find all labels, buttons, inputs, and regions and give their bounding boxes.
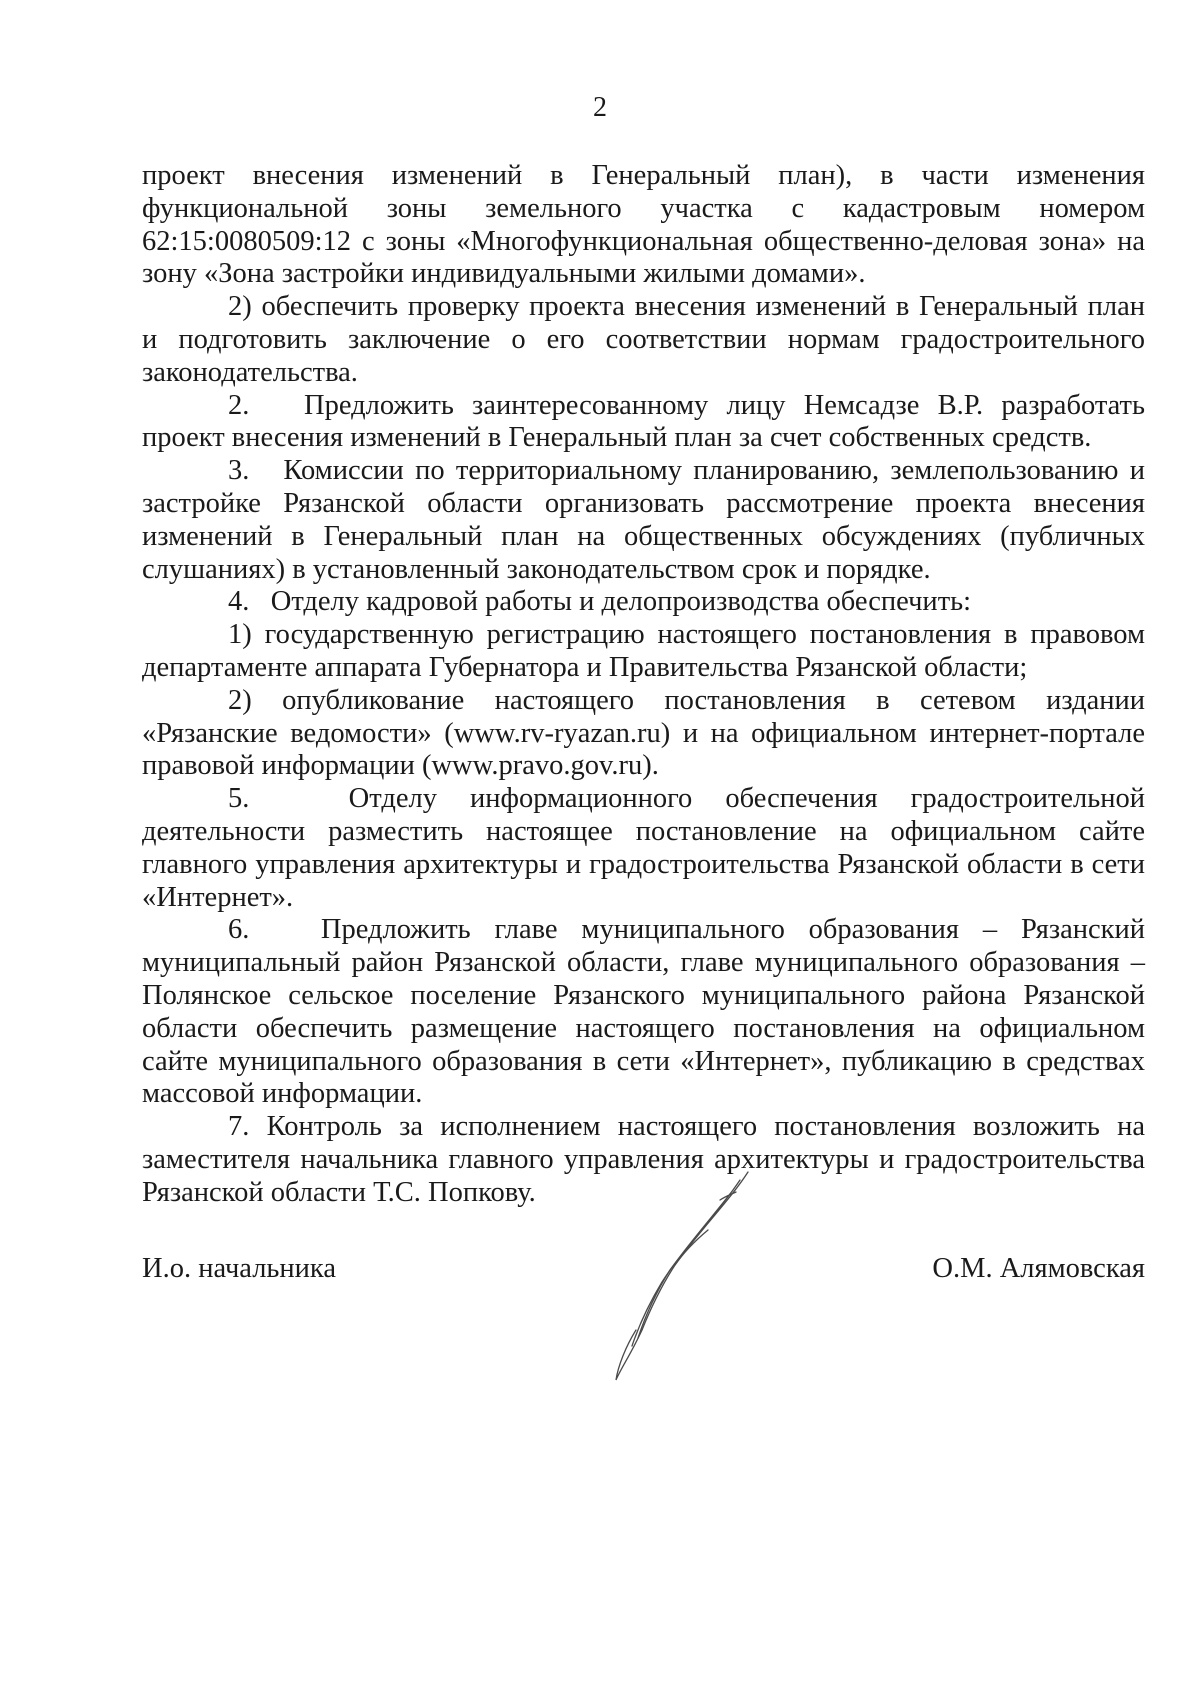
signatory-position: И.о. начальника	[142, 1253, 336, 1284]
page-number: 2	[593, 92, 607, 123]
paragraph-continuation: проект внесения изменений в Генеральный план), в части изменения функциональной зоны земельного участка с кадастровым номером 62:15:0080509:12 с зоны «Многофункциональная общественно-деловая зона» на зону «Зона застройки индивидуальными жилыми домами».	[142, 160, 1145, 290]
paragraph-point-4: 4. Отделу кадровой работы и делопроизводства обеспечить:	[228, 586, 972, 618]
paragraph-point-6: 6. Предложить главе муниципального образования – Рязанский муниципальный район Рязанской области, главе муниципального образования – Полянское сельское поселение Рязанского муниципального района Рязанской области обеспечить размещение настоящего постановления на официальном сайте муниципального образования в сети «Интернет», публикацию в средствах массовой информации.	[142, 914, 1145, 1110]
signatory-name: О.М. Алямовская	[932, 1253, 1145, 1284]
paragraph-point-7: 7. Контроль за исполнением настоящего постановления возложить на заместителя начальника главного управления архитектуры и градостроительства Рязанской области Т.С. Попкову.	[142, 1111, 1145, 1208]
paragraph-point-5: 5. Отделу информационного обеспечения градостроительной деятельности разместить настоящее постановление на официальном сайте главного управления архитектуры и градостроительства Рязанской области в сети «Интернет».	[142, 783, 1145, 913]
paragraph-point-4-subpoint-2: 2) опубликование настоящего постановления в сетевом издании «Рязанские ведомости» (www.rv-ryazan.ru) и на официальном интернет-портале правовой информации (www.pravo.gov.ru).	[142, 684, 1145, 782]
paragraph-point-4-subpoint-1: 1) государственную регистрацию настоящего постановления в правовом департаменте аппарата Губернатора и Правительства Рязанской области;	[142, 619, 1145, 683]
paragraph-item-2-subpoint: 2) обеспечить проверку проекта внесения изменений в Генеральный план и подготовить заключение о его соответствии нормам градостроительного законодательства.	[142, 291, 1145, 388]
document-body	[142, 160, 1145, 1210]
handwritten-signature	[580, 1170, 760, 1385]
paragraph-point-2: 2. Предложить заинтересованному лицу Немсадзе В.Р. разработать проект внесения изменений в Генеральный план за счет собственных средств.	[142, 389, 1145, 454]
paragraph-point-3: 3. Комиссии по территориальному планированию, землепользованию и застройке Рязанской области организовать рассмотрение проекта внесения изменений в Генеральный план на общественных обсуждениях (публичных слушаниях) в установленный законодательством срок и порядке.	[142, 455, 1145, 585]
